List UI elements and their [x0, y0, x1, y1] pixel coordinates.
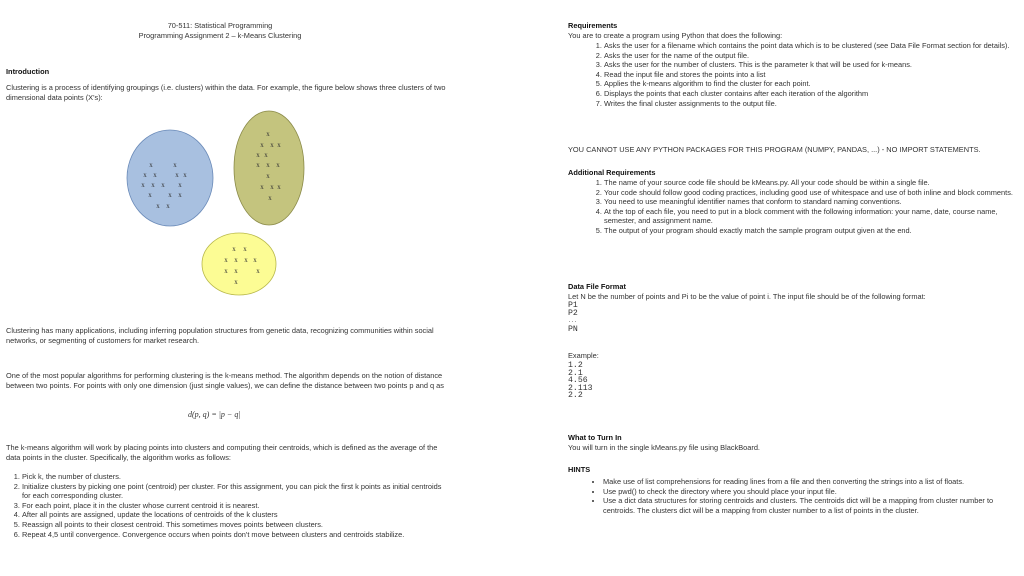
data-point-marker: x	[232, 245, 236, 253]
data-point-marker: x	[178, 191, 182, 199]
cluster-figure	[0, 0, 450, 300]
list-item: 2. Your code should follow good coding practices, including good use of whitespace and use of both inline and block comments.	[604, 188, 1024, 198]
list-item: 5. The output of your program should exactly match the sample program output given at the end.	[604, 226, 1024, 236]
data-point-marker: x	[277, 141, 281, 149]
format-lines	[568, 302, 578, 334]
data-point-marker: x	[148, 191, 152, 199]
data-point-marker: x	[253, 256, 257, 264]
data-file-format-text: Let N be the number of points and Pi to be the value of point i. The input file should be of the following format:	[568, 292, 926, 301]
list-item: 5. Reassign all points to their closest centroid. This sometimes moves points between clusters.	[22, 520, 442, 530]
requirements-intro: You are to create a program using Python that does the following:	[568, 31, 783, 40]
data-point-marker: x	[224, 267, 228, 275]
hints-heading: HINTS	[568, 465, 591, 474]
data-point-marker: x	[243, 245, 247, 253]
turn-in-text: You will turn in the single kMeans.py file using BlackBoard.	[568, 443, 760, 452]
data-point-marker: x	[141, 181, 145, 189]
list-item: 6. Repeat 4,5 until convergence. Convergence occurs when points don't move between clusters and centroids stabilize.	[22, 530, 442, 540]
data-point-marker: x	[166, 202, 170, 210]
example-values	[568, 362, 593, 400]
format-line: P1	[568, 301, 578, 310]
example-value: 2.113	[568, 383, 593, 393]
data-point-marker: x	[149, 161, 153, 169]
hints-list	[578, 477, 1023, 515]
data-point-marker: x	[183, 171, 187, 179]
list-item: 3. For each point, place it in the cluster whose current centroid it is nearest.	[22, 501, 442, 511]
data-point-marker: x	[153, 171, 157, 179]
list-item: 2. Asks the user for the name of the output file.	[604, 51, 1024, 61]
data-point-marker: x	[168, 191, 172, 199]
kmeans-description: One of the most popular algorithms for performing clustering is the k-means method. The algorithm depends on the notion of distance between two points. For points with only one dimension (just single values), we can define the distance between two points p and q as	[6, 371, 444, 390]
list-item: 1. Asks the user for a filename which contains the point data which is to be clustered (see Data File Format section for details).	[604, 41, 1024, 51]
no-packages-notice: YOU CANNOT USE ANY PYTHON PACKAGES FOR THIS PROGRAM (NUMPY, PANDAS, ...) - NO IMPORT STATEMENTS.	[568, 145, 981, 154]
list-item: 2. Initialize clusters by picking one point (centroid) per cluster. For this assignment, you can pick the first k points as initial centroids for each corresponding cluster.	[22, 482, 442, 501]
data-point-marker: x	[173, 161, 177, 169]
example-value: 2.2	[568, 391, 583, 401]
example-value: 2.1	[568, 368, 583, 378]
example-value: 4.56	[568, 376, 588, 386]
data-point-marker: x	[256, 267, 260, 275]
list-item: 5. Applies the k-means algorithm to find the cluster for each point.	[604, 79, 1024, 89]
data-point-marker: x	[151, 181, 155, 189]
list-item: 4. Read the input file and stores the points into a list	[604, 70, 1024, 80]
data-point-marker: x	[178, 181, 182, 189]
list-item: 7. Writes the final cluster assignments to the output file.	[604, 99, 1024, 109]
list-item: 3. Asks the user for the number of clusters. This is the parameter k that will be used for k-means.	[604, 60, 1024, 70]
data-point-marker: x	[276, 161, 280, 169]
algorithm-steps	[2, 472, 442, 539]
list-item: 3. You need to use meaningful identifier names that conform to standard naming conventions.	[604, 197, 1024, 207]
list-item: • Use a dict data structures for storing centroids and clusters. The centroids dict will be a mapping from cluster number to centroids. The clusters dict will be a mapping from cluster number to a list of points in the cluster.	[603, 496, 1023, 515]
applications-text: Clustering has many applications, including inferring population structures from genetic data, recognizing communities within social networks, or segmenting of customers for market research.	[6, 326, 434, 345]
list-item: • Use pwd() to check the directory where you should place your input file.	[603, 487, 1023, 497]
introduction-text: Clustering is a process of identifying groupings (i.e. clusters) within the data. For example, the figure below shows three clusters of two dimensional data points (X's):	[6, 83, 446, 102]
list-item: 6. Displays the points that each cluster contains after each iteration of the algorithm	[604, 89, 1024, 99]
data-point-marker: x	[143, 171, 147, 179]
format-line: PN	[568, 325, 578, 335]
format-line: P2	[568, 308, 578, 318]
turn-in-heading: What to Turn In	[568, 433, 622, 442]
left-page	[0, 0, 450, 576]
list-item: 1. The name of your source code file should be kMeans.py. All your code should be within a single file.	[604, 178, 1024, 188]
data-point-marker: x	[277, 183, 281, 191]
list-item: • Make use of list comprehensions for reading lines from a file and then converting the strings into a list of floats.	[603, 477, 1023, 487]
additional-requirements-heading: Additional Requirements	[568, 168, 656, 177]
requirements-list	[584, 41, 1024, 108]
data-point-marker: x	[175, 171, 179, 179]
assignment-title: Programming Assignment 2 – k-Means Clustering	[138, 30, 302, 40]
data-point-marker: x	[264, 151, 268, 159]
data-point-marker: x	[256, 151, 260, 159]
data-point-marker: x	[234, 267, 238, 275]
data-point-marker: x	[244, 256, 248, 264]
data-point-marker: x	[224, 256, 228, 264]
list-item: 4. At the top of each file, you need to put in a block comment with the following information: your name, date, course name, semester, and assignment name.	[604, 207, 1024, 226]
data-point-marker: x	[270, 141, 274, 149]
data-point-marker: x	[234, 278, 238, 286]
data-point-marker: x	[234, 256, 238, 264]
introduction-heading: Introduction	[6, 67, 50, 76]
cluster-blue	[127, 130, 213, 226]
additional-requirements-list	[584, 178, 1024, 236]
list-item: 1. Pick k, the number of clusters.	[22, 472, 442, 482]
centroid-text: The k-means algorithm will work by placing points into clusters and computing their centroids, which is defined as the average of the data points in the cluster. Specifically, the algorithm works as follows:	[6, 443, 438, 462]
distance-formula: d(p, q) = |p − q|	[188, 410, 241, 419]
data-point-marker: x	[260, 183, 264, 191]
format-line: ...	[568, 318, 578, 325]
data-point-marker: x	[268, 194, 272, 202]
list-item: 4. After all points are assigned, update the locations of centroids of the k clusters	[22, 510, 442, 520]
data-point-marker: x	[270, 183, 274, 191]
example-value: 1.2	[568, 361, 583, 370]
requirements-heading: Requirements	[568, 21, 618, 30]
data-point-marker: x	[260, 141, 264, 149]
cluster-yellow	[202, 233, 276, 295]
data-point-marker: x	[266, 172, 270, 180]
data-point-marker: x	[256, 161, 260, 169]
course-title: 70-511: Statistical Programming	[167, 21, 273, 30]
data-point-marker: x	[161, 181, 165, 189]
data-point-marker: x	[156, 202, 160, 210]
example-label: Example:	[568, 351, 599, 360]
data-file-format-heading: Data File Format	[568, 282, 626, 291]
data-point-marker: x	[266, 161, 270, 169]
right-page	[568, 0, 1013, 576]
data-point-marker: x	[266, 130, 270, 138]
